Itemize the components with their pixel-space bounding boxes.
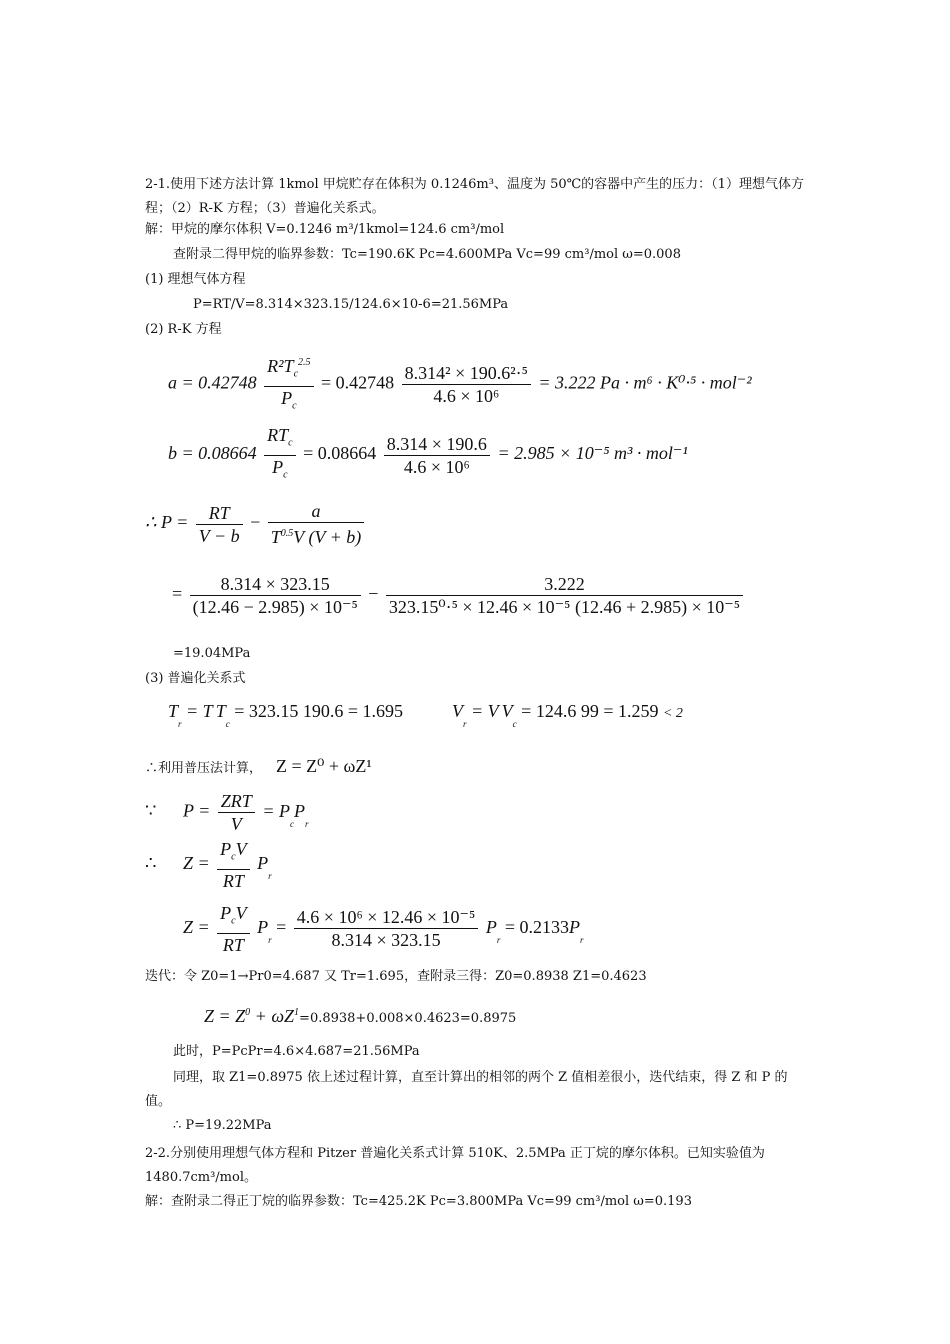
part2-heading: (2) R-K 方程 (145, 322, 222, 337)
equation-vr: $V_r = V$ $V_c = 124.6$ 99 = 1.259 < 2 (452, 701, 683, 729)
final-result: ∴ P=19.22MPa (173, 1118, 272, 1133)
problem-2-2-title: 2-2.分别使用理想气体方程和 Pitzer 普遍化关系式计算 510K、2.5MPa 正丁烷的摩尔体积。已知实验值为 1480.7cm³/mol。 (145, 1146, 765, 1185)
equation-p-substituted: = $\frac{8.314 \times 323.15}{\text{(12.46 − 2.985) × 10⁻⁵}}$ − $\frac{3.222}{\text{323.15⁰·⁵ × 12.46 × 10⁻⁵ (12.46 + 2.985) × 10⁻⁵}}$ (172, 573, 746, 618)
equation-tr: $T_r = T$ $T_c = 323.15$ 190.6 = 1.695 (168, 701, 404, 729)
iteration-text: 迭代：令 Z0=1→Pr0=4.687 又 Tr=1.695，查附录三得：Z0=0.8938 Z1=0.4623 (145, 969, 647, 984)
equation-p-rk: ∴ P = $\frac{RT}{V - b}$ − $\frac{a}{T^{0.5}V (V + b)}$ (145, 500, 367, 548)
equation-z-substituted: Z = $\frac{P_cV}{RT}$ $P_r$ = $\frac{\text{4.6 × 10⁶ × 12.46 × 10⁻⁵}}{8.314 \times 323.15}$ $P_r = 0.2133P_r$ (183, 903, 584, 955)
solution-intro: 解：甲烷的摩尔体积 V=0.1246 m³/1kmol=124.6 cm³/mol (145, 222, 505, 237)
equation-z-pcv: ∴ Z = $\frac{P_cV}{RT}$ $P_r$ (145, 839, 272, 891)
part2-result: =19.04MPa (173, 646, 251, 661)
equation-z-formula: Z = Z⁰ + ωZ¹ (276, 756, 372, 776)
equation-p-zrt: ∵ P = $\frac{\text{ZRT}}{V}$ = $P_cP_r$ (145, 791, 309, 834)
equation-b: b = 0.08664 $\frac{RT_c}{P_c}$ = 0.08664 $\frac{8.314 \times 190.6}{\text{4.6 × 10⁶}}$ = 2.985 × 10⁻⁵ m³ · mol⁻¹ (168, 425, 688, 481)
part1-calc: P=RT/V=8.314×323.15/124.6×10-6=21.56MPa (193, 297, 509, 312)
critical-params-methane: 查附录二得甲烷的临界参数：Tc=190.6K Pc=4.600MPa Vc=99 cm³/mol ω=0.008 (173, 247, 681, 262)
pu-ya-method-text: ∴利用普压法计算， (145, 761, 263, 776)
part1-heading: (1) 理想气体方程 (145, 272, 246, 287)
critical-params-butane: 解：查附录二得正丁烷的临界参数：Tc=425.2K Pc=3.800MPa Vc=99 cm³/mol ω=0.193 (145, 1194, 692, 1209)
part3-heading: (3) 普遍化关系式 (145, 671, 246, 686)
problem-2-1-title: 2-1.使用下述方法计算 1kmol 甲烷贮存在体积为 0.1246m³、温度为 50℃的容器中产生的压力：（1）理想气体方程；（2）R-K 方程；（3）普遍化关系式。 (145, 177, 804, 216)
equation-a: a = 0.42748 $\frac{R^2T_c^{2.5}}{P_c}$ = 0.42748 $\frac{\text{8.314² × 190.6²·⁵}}{\text{4.6 × 10⁶}}$ = 3.222 Pa · m⁶ · K⁰·⁵ · mol⁻² (168, 352, 752, 417)
equation-z-value: $Z = Z^0 + \omega Z^1=0.8938+0.008\times 0.4623=0.8975$ (204, 1006, 517, 1026)
similarly-text: 同理，取 Z1=0.8975 依上述过程计算，直至计算出的相邻的两个 Z 值相差很小，迭代结束，得 Z 和 P 的值。 (145, 1070, 788, 1109)
at-this-time-text: 此时，P=PcPr=4.6×4.687=21.56MPa (173, 1044, 420, 1059)
